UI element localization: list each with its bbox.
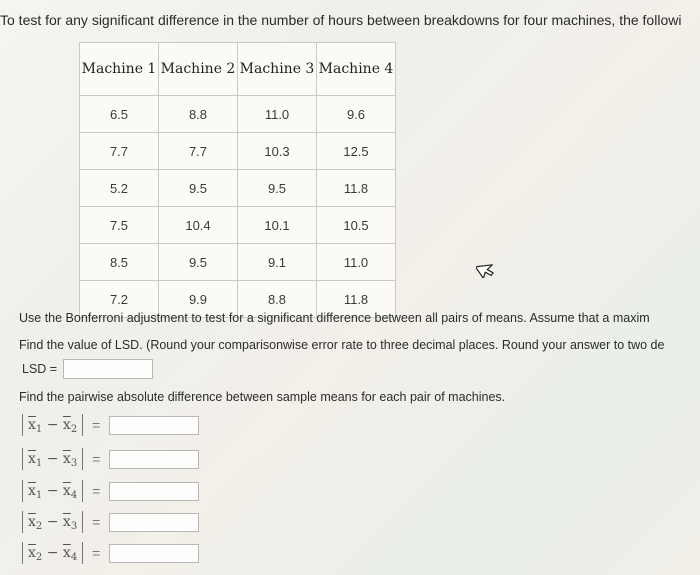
abs-diff-expression: $\overline{x}_1 - \overline{x}_2$: [22, 414, 83, 436]
table-row: [80, 133, 396, 170]
diff-input-1-3[interactable]: [109, 450, 199, 469]
bonferroni-instruction: Use the Bonferroni adjustment to test for a significant difference between all pairs of means. Assume that a maxim: [19, 311, 650, 325]
mouse-cursor-icon: [476, 258, 496, 278]
diff-input-1-4[interactable]: [109, 482, 199, 501]
equals-sign: =: [92, 514, 101, 530]
table-cell: 8.8: [159, 96, 238, 133]
table-cell: 10.3: [238, 133, 317, 170]
diff-row-1-3: [22, 448, 199, 470]
table-cell: 9.5: [159, 170, 238, 207]
diff-row-1-2: [22, 414, 199, 436]
equals-sign: =: [92, 417, 101, 433]
table-cell: 10.1: [238, 207, 317, 244]
table-cell: 11.8: [317, 281, 396, 318]
abs-diff-expression: $\overline{x}_2 - \overline{x}_3$: [22, 511, 83, 533]
table-cell: 5.2: [80, 170, 159, 207]
diff-input-2-4[interactable]: [109, 544, 199, 563]
table-cell: 11.8: [317, 170, 396, 207]
abs-diff-expression: $\overline{x}_1 - \overline{x}_4$: [22, 480, 83, 502]
header-machine-3: Machine 3: [238, 43, 317, 96]
header-machine-4: Machine 4: [317, 43, 396, 96]
equals-sign: =: [92, 483, 101, 499]
diff-row-2-3: [22, 511, 199, 533]
table-cell: 9.9: [159, 281, 238, 318]
lsd-input[interactable]: [63, 359, 153, 379]
table-cell: 6.5: [80, 96, 159, 133]
table-cell: 7.7: [80, 133, 159, 170]
table-cell: 9.1: [238, 244, 317, 281]
intro-text: To test for any significant difference in the number of hours between breakdowns for four machines, the followi: [0, 12, 682, 28]
diff-input-1-2[interactable]: [109, 416, 199, 435]
table-cell: 10.5: [317, 207, 396, 244]
table-cell: 10.4: [159, 207, 238, 244]
abs-diff-expression: $\overline{x}_2 - \overline{x}_4$: [22, 542, 83, 564]
equals-sign: =: [92, 451, 101, 467]
lsd-label: LSD =: [22, 362, 58, 376]
table-cell: 11.0: [238, 96, 317, 133]
table-row: [80, 207, 396, 244]
diff-row-2-4: [22, 542, 199, 564]
table-cell: 9.5: [238, 170, 317, 207]
table-cell: 12.5: [317, 133, 396, 170]
table-row: [80, 244, 396, 281]
header-machine-1: Machine 1: [80, 43, 159, 96]
table-cell: 11.0: [317, 244, 396, 281]
equals-sign: =: [92, 545, 101, 561]
table-cell: 9.5: [159, 244, 238, 281]
table-cell: 9.6: [317, 96, 396, 133]
header-machine-2: Machine 2: [159, 43, 238, 96]
table-cell: 8.8: [238, 281, 317, 318]
diff-row-1-4: [22, 480, 199, 502]
lsd-row: [22, 359, 153, 379]
table-row: [80, 96, 396, 133]
table-row: [80, 170, 396, 207]
table-cell: 7.2: [80, 281, 159, 318]
abs-diff-expression: $\overline{x}_1 - \overline{x}_3$: [22, 448, 83, 470]
table-cell: 7.5: [80, 207, 159, 244]
table-cell: 8.5: [80, 244, 159, 281]
lsd-instruction: Find the value of LSD. (Round your comparisonwise error rate to three decimal places. Round your answer to two de: [19, 338, 665, 352]
diff-input-2-3[interactable]: [109, 513, 199, 532]
pairwise-instruction: Find the pairwise absolute difference between sample means for each pair of machines.: [19, 390, 506, 404]
machine-hours-table: [79, 42, 396, 318]
table-cell: 7.7: [159, 133, 238, 170]
